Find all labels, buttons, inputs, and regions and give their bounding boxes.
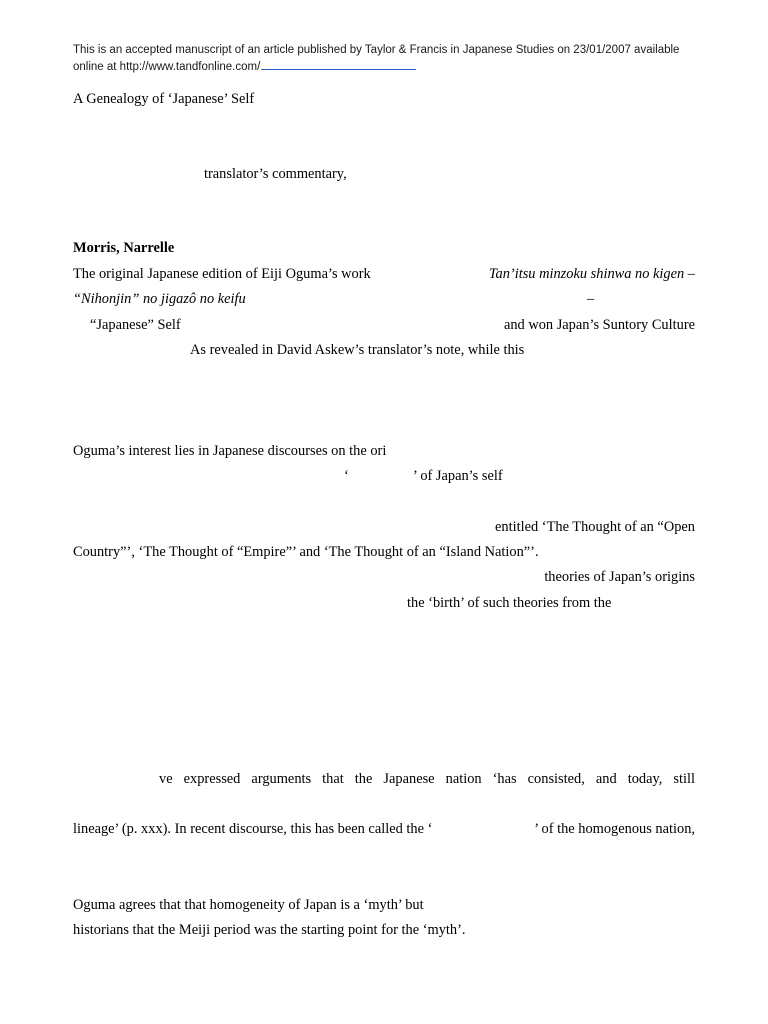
manuscript-notice [73,43,703,75]
link-underline[interactable] [261,58,416,70]
p3-line4: the ‘birth’ of such theories from the [407,595,612,611]
p1-line3-start: “Japanese” Self [90,317,181,333]
p5-line2: historians that the Meiji period was the starting point for the ‘myth’. [73,922,466,938]
p5-line1: Oguma agrees that that homogeneity of Japan is a ‘myth’ but [73,897,424,913]
p1-line4: As revealed in David Askew’s translator’s note, while this [190,342,525,358]
p2-line2-quote-open: ‘ [344,468,349,484]
translator-commentary-fragment: translator’s commentary, [204,166,347,182]
p2-line1: Oguma’s interest lies in Japanese discourses on the ori [73,443,387,459]
manuscript-notice-line-1: This is an accepted manuscript of an article published by Taylor & Francis in Japanese Studies on 23/01/2007 available [73,44,680,56]
p1-line3-end: and won Japan’s Suntory Culture [503,317,695,333]
author-name: Morris, Narrelle [73,240,175,256]
manuscript-notice-url: online at http://www.tandfonline.com/ [73,61,261,73]
p4-line2-start: lineage’ (p. xxx). In recent discourse, this has been called the ‘ [73,821,433,837]
p1-line2-start: “Nihonjin” no jigazô no keifu [73,291,246,307]
p1-line1-start: The original Japanese edition of Eiji Oguma’s work [73,266,371,282]
p2-line2-end: ’ of Japan’s self [413,468,503,484]
p1-line2-end: – [587,291,595,307]
p3-line1: entitled ‘The Thought of an “Open [495,519,695,535]
p1-line1-end: Tan’itsu minzoku shinwa no kigen – [488,266,695,282]
p4-line2-end: ’ of the homogenous nation, [534,821,695,837]
p3-line3: theories of Japan’s origins [544,569,695,585]
document-title: A Genealogy of ‘Japanese’ Self [73,91,255,107]
p3-line2: Country”’, ‘The Thought of “Empire”’ and ‘The Thought of an “Island Nation”’. [73,544,539,560]
p4-line1: ve expressed arguments that the Japanese nation ‘has consisted, and today, still [159,771,695,787]
manuscript-notice-line-2 [73,58,703,75]
